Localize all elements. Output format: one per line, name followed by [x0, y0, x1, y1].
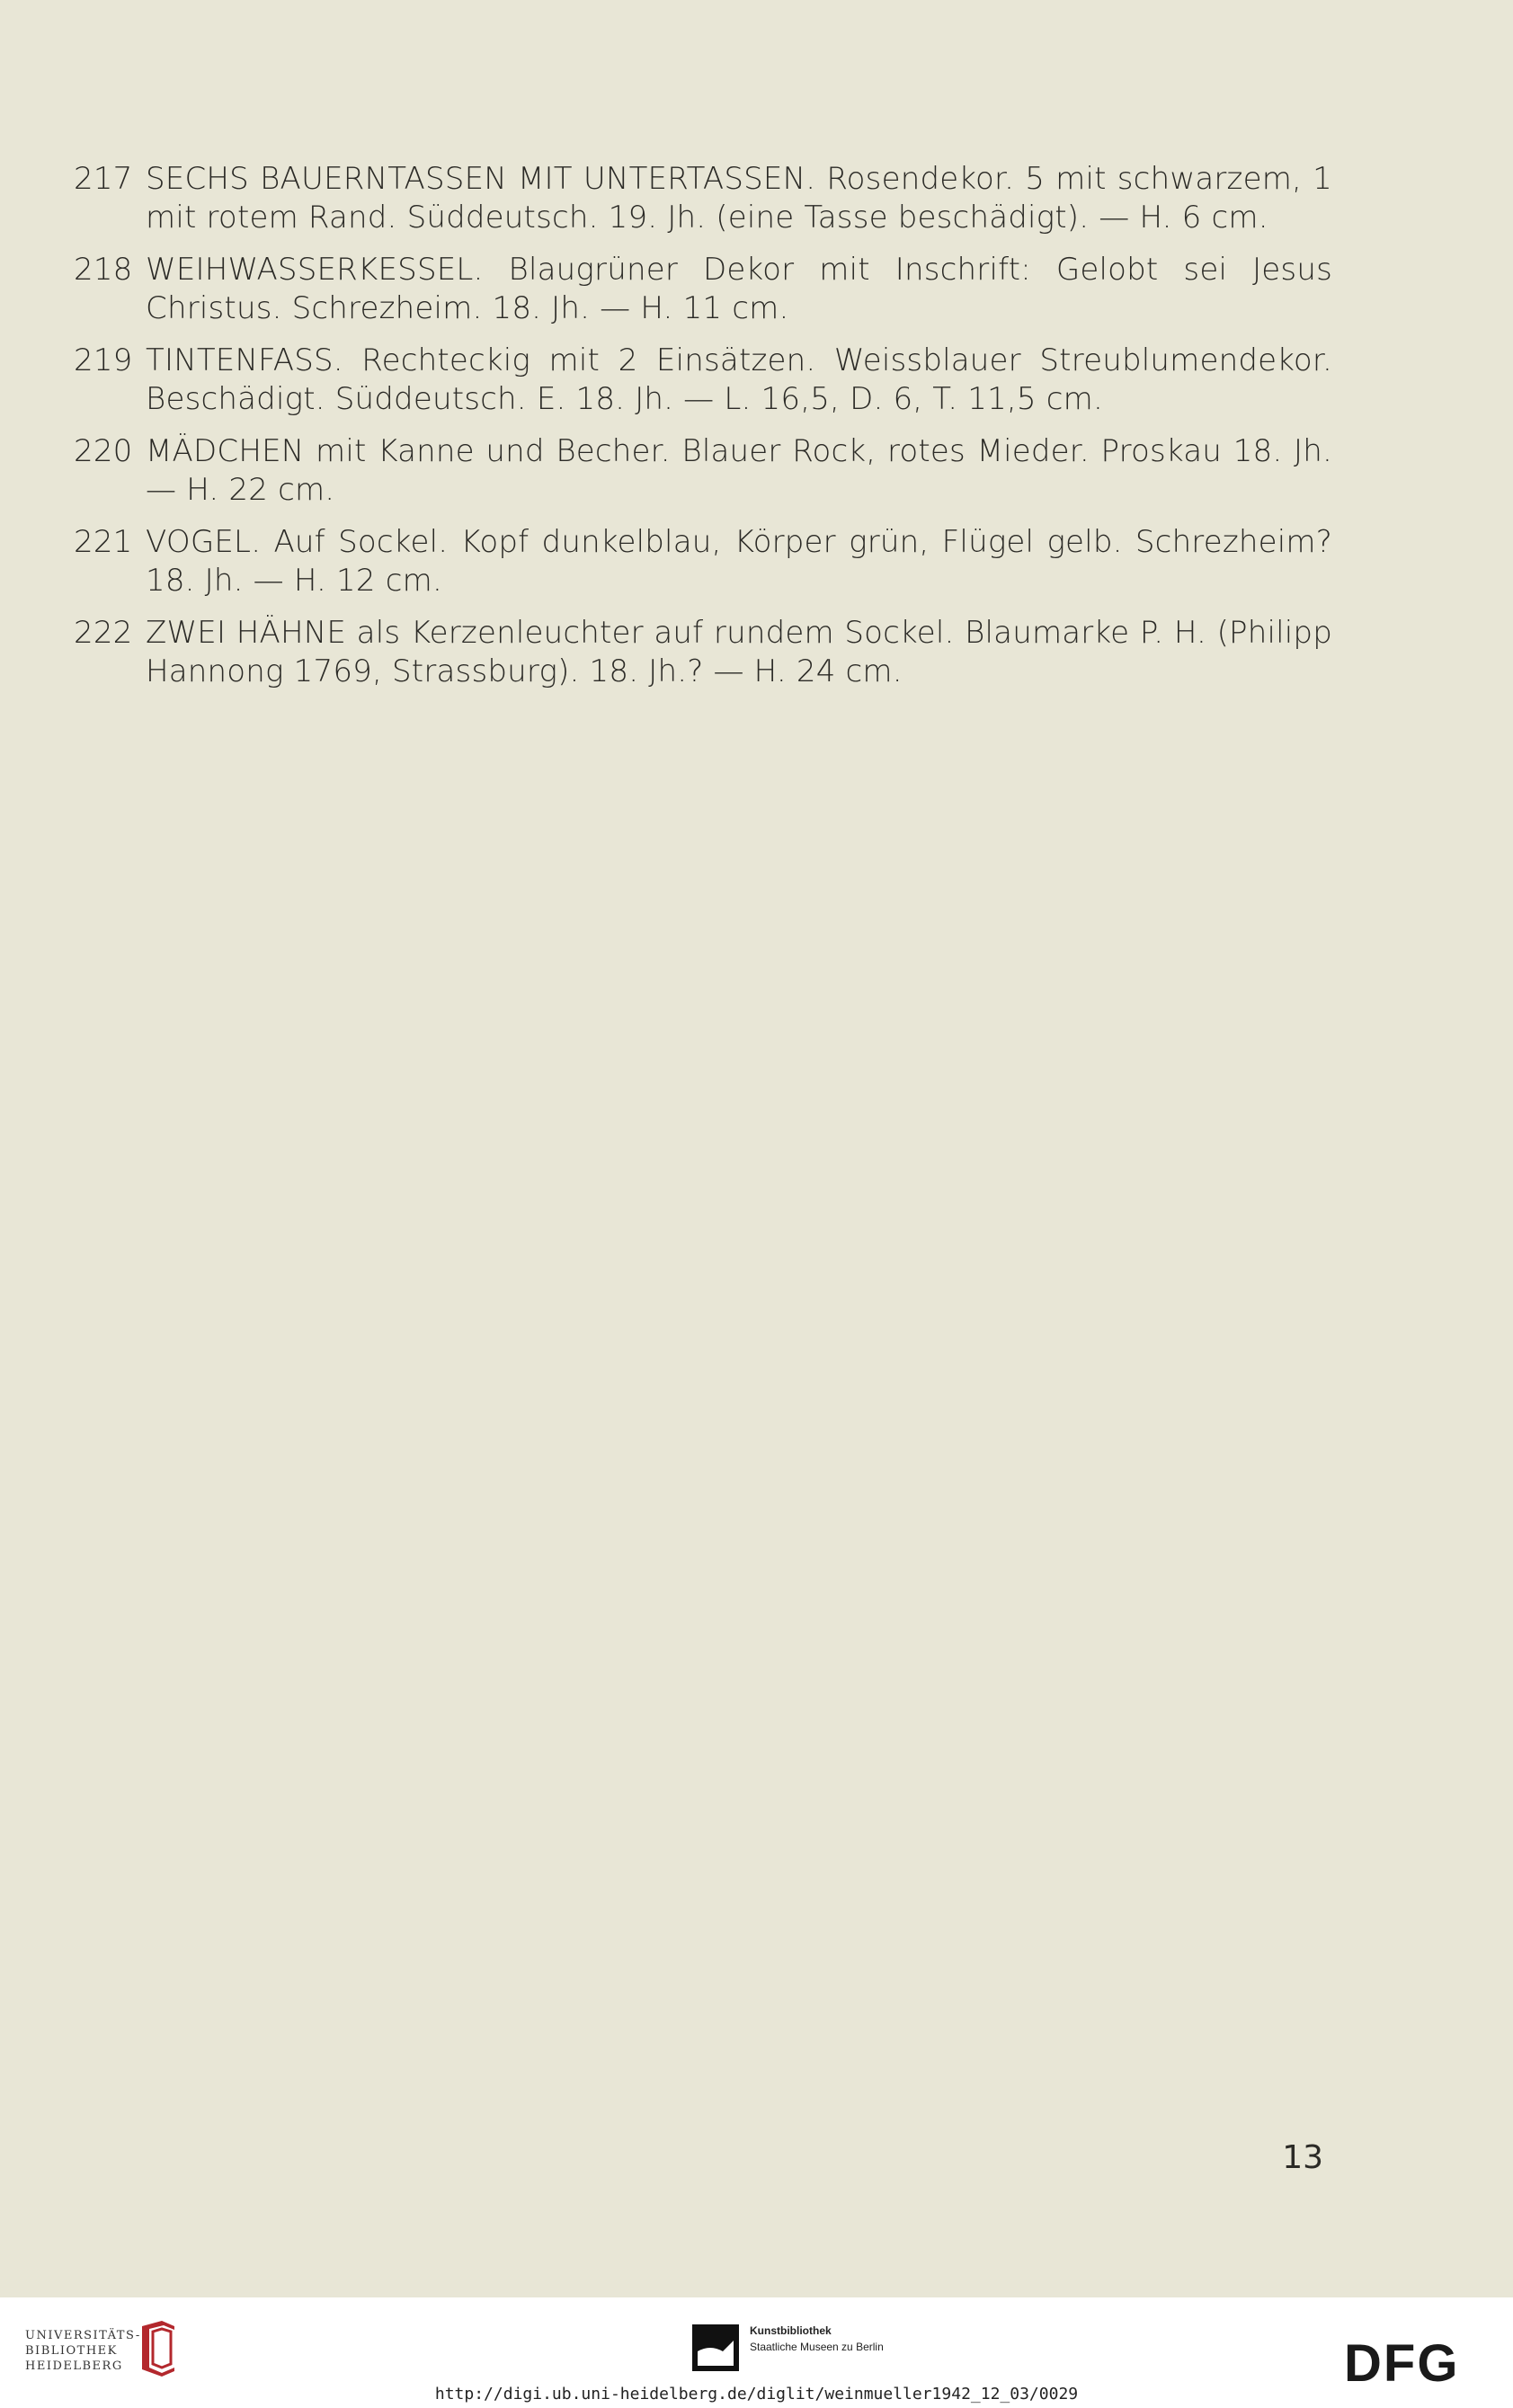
catalog-entry-221	[74, 523, 1332, 600]
entry-text: SECHS BAUERNTASSEN MIT UNTERTASSEN. Rosendekor. 5 mit schwarzem, 1 mit rotem Rand. Süddeutsch. 19. Jh. (eine Tasse beschädigt). — H. 6 cm.	[146, 161, 1332, 235]
dfg-logo[interactable]: DFG	[1344, 2334, 1460, 2393]
kunstbibliothek-label: Kunstbibliothek Staatliche Museen zu Berlin	[750, 2324, 884, 2353]
catalog-entry-219	[74, 342, 1332, 419]
entry-number: 222	[74, 615, 133, 651]
catalog-entries	[74, 160, 1332, 705]
catalog-entry-218	[74, 251, 1332, 328]
entry-number: 218	[74, 252, 133, 288]
entry-text: MÄDCHEN mit Kanne und Becher. Blauer Rock, rotes Mieder. Proskau 18. Jh. — H. 22 cm.	[146, 433, 1332, 508]
entry-number: 221	[74, 524, 133, 560]
kunstbibliothek-logo-icon[interactable]	[692, 2324, 739, 2371]
entry-text: TINTENFASS. Rechteckig mit 2 Einsätzen. Weissblauer Streublumendekor. Beschädigt. Süddeutsch. E. 18. Jh. — L. 16,5, D. 6, T. 11,5 cm.	[146, 342, 1332, 417]
entry-text: VOGEL. Auf Sockel. Kopf dunkelblau, Körper grün, Flügel gelb. Schrezheim? 18. Jh. — H. 12 cm.	[146, 524, 1332, 599]
entry-text: WEIHWASSERKESSEL. Blaugrüner Dekor mit Inschrift: Gelobt sei Jesus Christus. Schrezheim. 18. Jh. — H. 11 cm.	[146, 252, 1332, 326]
entry-text: ZWEI HÄHNE als Kerzenleuchter auf rundem Sockel. Blaumarke P. H. (Philipp Hannong 1769, Strassburg). 18. Jh.? — H. 24 cm.	[146, 615, 1332, 689]
source-url-link[interactable]: http://digi.ub.uni-heidelberg.de/diglit/weinmueller1942_12_03/0029	[434, 2385, 1079, 2404]
page-number: 13	[1282, 2139, 1323, 2176]
catalog-entry-217	[74, 160, 1332, 237]
digitization-footer	[0, 2297, 1513, 2408]
entry-number: 217	[74, 161, 133, 197]
university-library-name[interactable]: UNIVERSITÄTS- BIBLIOTHEK HEIDELBERG	[25, 2329, 141, 2373]
entry-number: 220	[74, 433, 133, 469]
catalog-entry-220	[74, 432, 1332, 510]
heidelberg-library-logo-icon[interactable]	[135, 2317, 180, 2377]
entry-number: 219	[74, 342, 133, 378]
catalog-entry-222	[74, 614, 1332, 691]
